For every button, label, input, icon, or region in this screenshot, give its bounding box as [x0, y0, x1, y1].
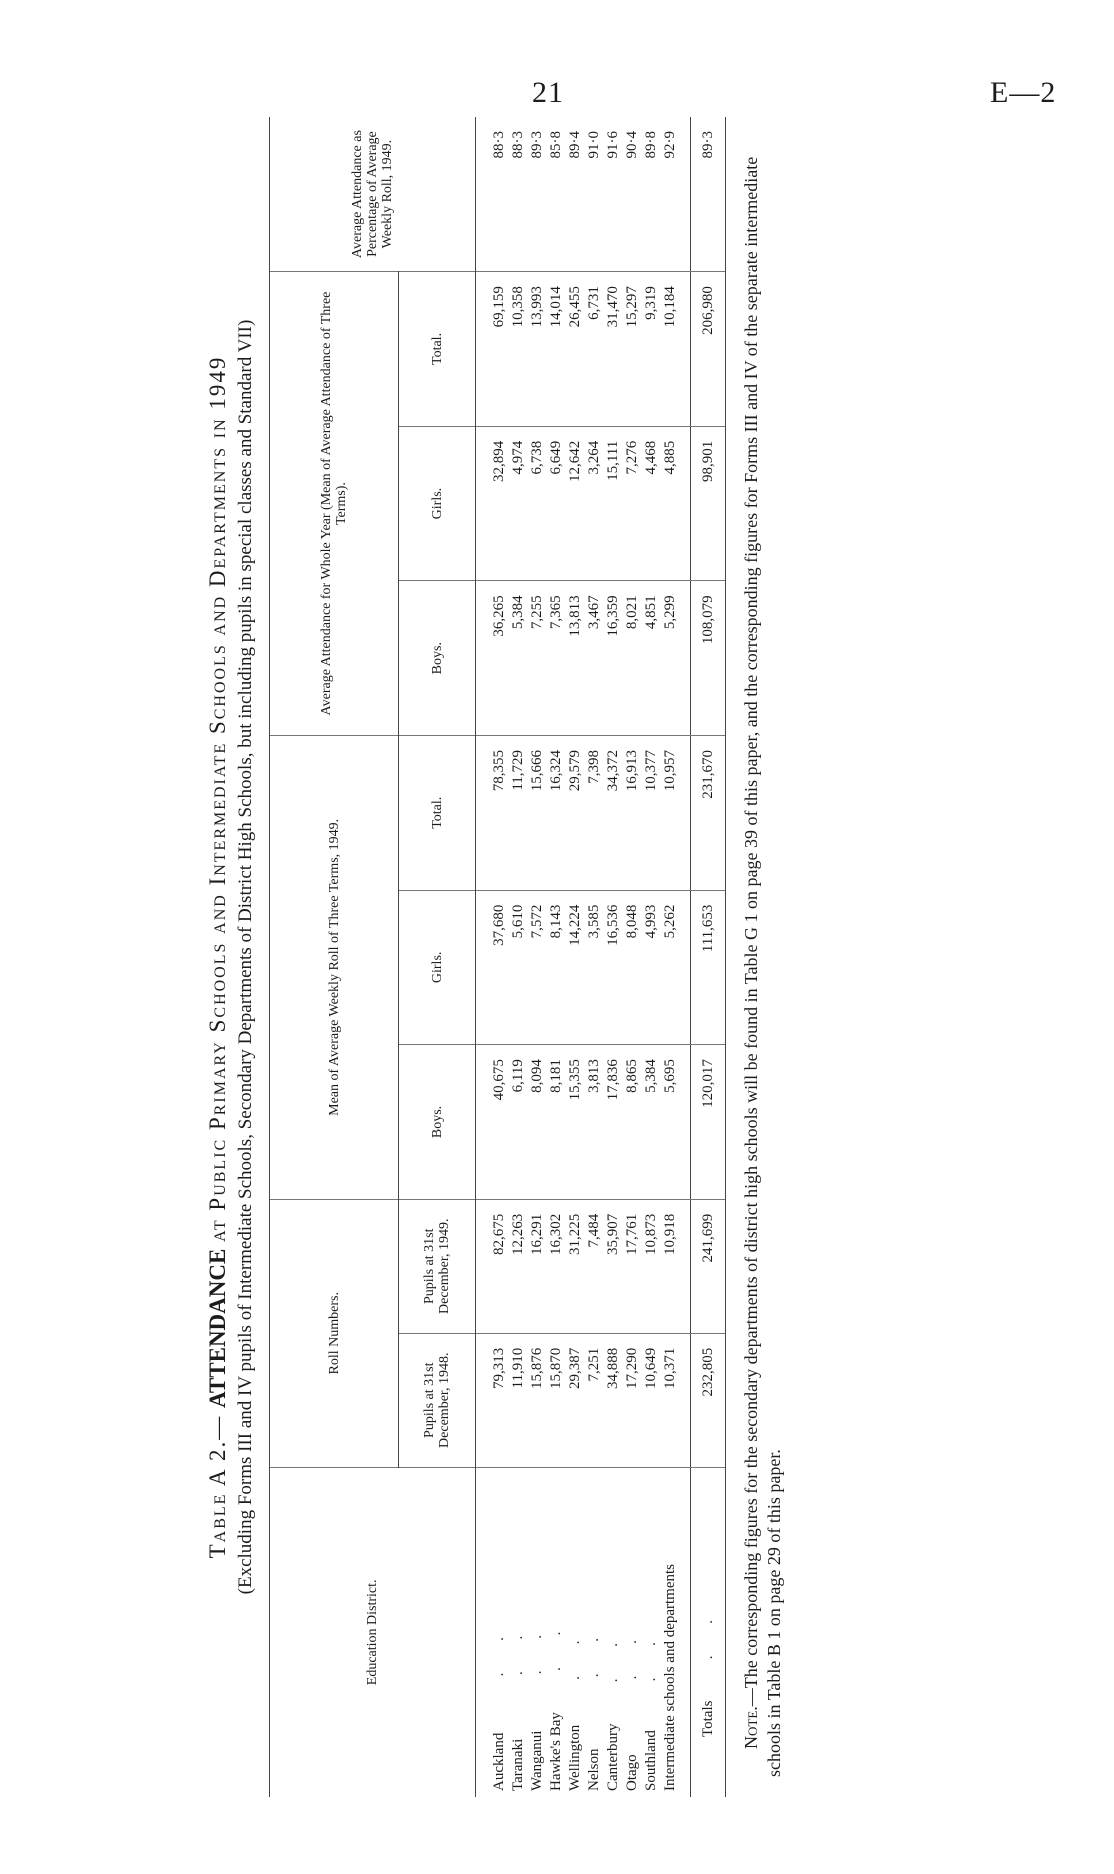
header-attendance-girls: Girls. [399, 426, 476, 581]
header-average-attendance: Average Attendance for Whole Year (Mean of Average Attendance of Three Terms). [270, 272, 399, 736]
attendance-girls-value: 15,111 [604, 426, 623, 581]
roll-girls-value: 5,610 [509, 890, 528, 1045]
table-row [642, 117, 661, 1797]
percentage-value: 89·3 [528, 117, 547, 272]
attendance-boys-value: 36,265 [476, 581, 510, 736]
percentage-value: 85·8 [547, 117, 566, 272]
attendance-total-value: 13,993 [528, 272, 547, 427]
totals-row [691, 117, 726, 1797]
roll-girls-value: 5,262 [661, 890, 691, 1045]
percentage-value: 89·8 [642, 117, 661, 272]
pupils-1949-value: 31,225 [566, 1199, 585, 1333]
document-code: E—2 [990, 76, 1057, 109]
roll-girls-value: 37,680 [476, 890, 510, 1045]
roll-girls-value: 4,993 [642, 890, 661, 1045]
attendance-girls-value: 6,738 [528, 426, 547, 581]
roll-total-value: 7,398 [585, 735, 604, 890]
header-roll-total: Total. [399, 735, 476, 890]
roll-girls-value: 14,224 [566, 890, 585, 1045]
pupils-1948-value: 10,649 [642, 1333, 661, 1467]
roll-girls-value: 7,572 [528, 890, 547, 1045]
totals-roll-girls: 111,653 [691, 890, 726, 1045]
table-row [547, 117, 566, 1797]
pupils-1948-value: 34,888 [604, 1333, 623, 1467]
attendance-boys-value: 3,467 [585, 581, 604, 736]
totals-attendance-boys: 108,079 [691, 581, 726, 736]
attendance-boys-value: 13,813 [566, 581, 585, 736]
pupils-1948-value: 29,387 [566, 1333, 585, 1467]
district-name: Taranaki . . [510, 1621, 526, 1791]
roll-total-value: 16,324 [547, 735, 566, 890]
roll-boys-value: 8,094 [528, 1045, 547, 1200]
attendance-boys-value: 5,384 [509, 581, 528, 736]
district-name: Intermediate schools and departments [662, 1563, 678, 1791]
header-roll-boys: Boys. [399, 1045, 476, 1200]
pupils-1949-value: 17,761 [623, 1199, 642, 1333]
table-title-bold: ATTENDANCE [205, 1248, 230, 1408]
roll-girls-value: 3,585 [585, 890, 604, 1045]
district-name: Wanganui . . [529, 1621, 545, 1791]
totals-roll-total: 231,670 [691, 735, 726, 890]
attendance-boys-value: 7,255 [528, 581, 547, 736]
pupils-1949-value: 82,675 [476, 1199, 510, 1333]
pupils-1948-value: 15,870 [547, 1333, 566, 1467]
pupils-1949-value: 16,291 [528, 1199, 547, 1333]
district-name: Nelson . . [586, 1624, 602, 1791]
header-attendance-total: Total. [399, 272, 476, 427]
roll-boys-value: 5,695 [661, 1045, 691, 1200]
roll-boys-value: 3,813 [585, 1045, 604, 1200]
table-row [585, 117, 604, 1797]
attendance-total-value: 26,455 [566, 272, 585, 427]
district-name: Hawke's Bay . . [548, 1617, 564, 1791]
roll-boys-value: 5,384 [642, 1045, 661, 1200]
roll-girls-value: 8,048 [623, 890, 642, 1045]
table-note [740, 137, 786, 1777]
roll-boys-value: 40,675 [476, 1045, 510, 1200]
table-subtitle: (Excluding Forms III and IV pupils of Intermediate Schools, Secondary Departments of District High Schools, but including pupils in special classes and Standard VII) [235, 319, 256, 1595]
attendance-boys-value: 8,021 [623, 581, 642, 736]
attendance-total-value: 15,297 [623, 272, 642, 427]
attendance-boys-value: 7,365 [547, 581, 566, 736]
district-name: Auckland . . [491, 1623, 507, 1791]
table-row [566, 117, 585, 1797]
header-weekly-roll: Mean of Average Weekly Roll of Three Terms, 1949. [270, 735, 399, 1199]
attendance-girls-value: 4,885 [661, 426, 691, 581]
table-row [528, 117, 547, 1797]
table-title [203, 117, 233, 1797]
table-row [476, 117, 510, 1797]
percentage-value: 88·3 [476, 117, 510, 272]
header-district: Education District. [270, 1467, 476, 1797]
header-pupils-1949: Pupils at 31st December, 1949. [399, 1199, 476, 1333]
roll-boys-value: 15,355 [566, 1045, 585, 1200]
pupils-1948-value: 17,290 [623, 1333, 642, 1467]
totals-pupils-1948: 232,805 [691, 1333, 726, 1467]
table-title-rest: at Public Primary Schools and Intermediate Schools and Departments in 1949 [205, 355, 230, 1242]
pupils-1949-value: 12,263 [509, 1199, 528, 1333]
pupils-1948-value: 15,876 [528, 1333, 547, 1467]
roll-girls-value: 16,536 [604, 890, 623, 1045]
roll-girls-value: 8,143 [547, 890, 566, 1045]
attendance-girls-value: 32,894 [476, 426, 510, 581]
pupils-1949-value: 16,302 [547, 1199, 566, 1333]
table-row [604, 117, 623, 1797]
pupils-1948-value: 79,313 [476, 1333, 510, 1467]
percentage-value: 91·6 [604, 117, 623, 272]
pupils-1948-value: 10,371 [661, 1333, 691, 1467]
header-attendance-boys: Boys. [399, 581, 476, 736]
attendance-total-value: 10,358 [509, 272, 528, 427]
roll-total-value: 10,377 [642, 735, 661, 890]
attendance-girls-value: 3,264 [585, 426, 604, 581]
table-title-prefix: Table A 2.— [205, 1414, 230, 1559]
attendance-girls-value: 6,649 [547, 426, 566, 581]
roll-boys-value: 8,181 [547, 1045, 566, 1200]
attendance-total-value: 9,319 [642, 272, 661, 427]
percentage-value: 90·4 [623, 117, 642, 272]
pupils-1949-value: 10,918 [661, 1199, 691, 1333]
attendance-girls-value: 4,468 [642, 426, 661, 581]
page-number: 21 [532, 76, 564, 109]
attendance-boys-value: 16,359 [604, 581, 623, 736]
totals-attendance-girls: 98,901 [691, 426, 726, 581]
attendance-girls-value: 4,974 [509, 426, 528, 581]
roll-boys-value: 17,836 [604, 1045, 623, 1200]
table-row [661, 117, 691, 1797]
totals-attendance-total: 206,980 [691, 272, 726, 427]
roll-total-value: 15,666 [528, 735, 547, 890]
totals-percentage: 89·3 [691, 117, 726, 272]
district-name: Southland . . [643, 1628, 659, 1791]
district-name: Canterbury . . [605, 1629, 621, 1791]
pupils-1949-value: 10,873 [642, 1199, 661, 1333]
table-row [623, 117, 642, 1797]
roll-boys-value: 6,119 [509, 1045, 528, 1200]
note-text: —The corresponding figures for the secondary departments of district high schools will be found in Table G 1 on page 39 of this paper, and the corresponding figures for Forms III and IV of the separate intermediate schools in Table B 1 on page 29 of this paper. [741, 156, 784, 1777]
district-name: Wellington . . [567, 1626, 583, 1791]
roll-total-value: 29,579 [566, 735, 585, 890]
attendance-girls-value: 7,276 [623, 426, 642, 581]
pupils-1949-value: 7,484 [585, 1199, 604, 1333]
totals-label: Totals . . [691, 1467, 726, 1797]
roll-total-value: 10,957 [661, 735, 691, 890]
table-row [509, 117, 528, 1797]
attendance-girls-value: 12,642 [566, 426, 585, 581]
percentage-value: 88·3 [509, 117, 528, 272]
percentage-value: 91·0 [585, 117, 604, 272]
pupils-1948-value: 7,251 [585, 1333, 604, 1467]
attendance-table [269, 117, 726, 1797]
header-roll-girls: Girls. [399, 890, 476, 1045]
roll-boys-value: 8,865 [623, 1045, 642, 1200]
district-name: Otago . . [624, 1626, 640, 1791]
attendance-total-value: 10,184 [661, 272, 691, 427]
rotated-table-block [197, 117, 837, 1797]
header-roll-numbers: Roll Numbers. [270, 1199, 399, 1467]
attendance-total-value: 6,731 [585, 272, 604, 427]
totals-roll-boys: 120,017 [691, 1045, 726, 1200]
roll-total-value: 16,913 [623, 735, 642, 890]
attendance-total-value: 31,470 [604, 272, 623, 427]
roll-total-value: 78,355 [476, 735, 510, 890]
pupils-1949-value: 35,907 [604, 1199, 623, 1333]
percentage-value: 92·9 [661, 117, 691, 272]
attendance-boys-value: 4,851 [642, 581, 661, 736]
roll-total-value: 34,372 [604, 735, 623, 890]
note-label: Note. [741, 1706, 761, 1749]
attendance-total-value: 14,014 [547, 272, 566, 427]
percentage-value: 89·4 [566, 117, 585, 272]
roll-total-value: 11,729 [509, 735, 528, 890]
header-pupils-1948: Pupils at 31st December, 1948. [399, 1333, 476, 1467]
totals-pupils-1949: 241,699 [691, 1199, 726, 1333]
header-percentage: Average Attendance as Percentage of Average Weekly Roll, 1949. [270, 117, 476, 272]
attendance-total-value: 69,159 [476, 272, 510, 427]
attendance-boys-value: 5,299 [661, 581, 691, 736]
pupils-1948-value: 11,910 [509, 1333, 528, 1467]
